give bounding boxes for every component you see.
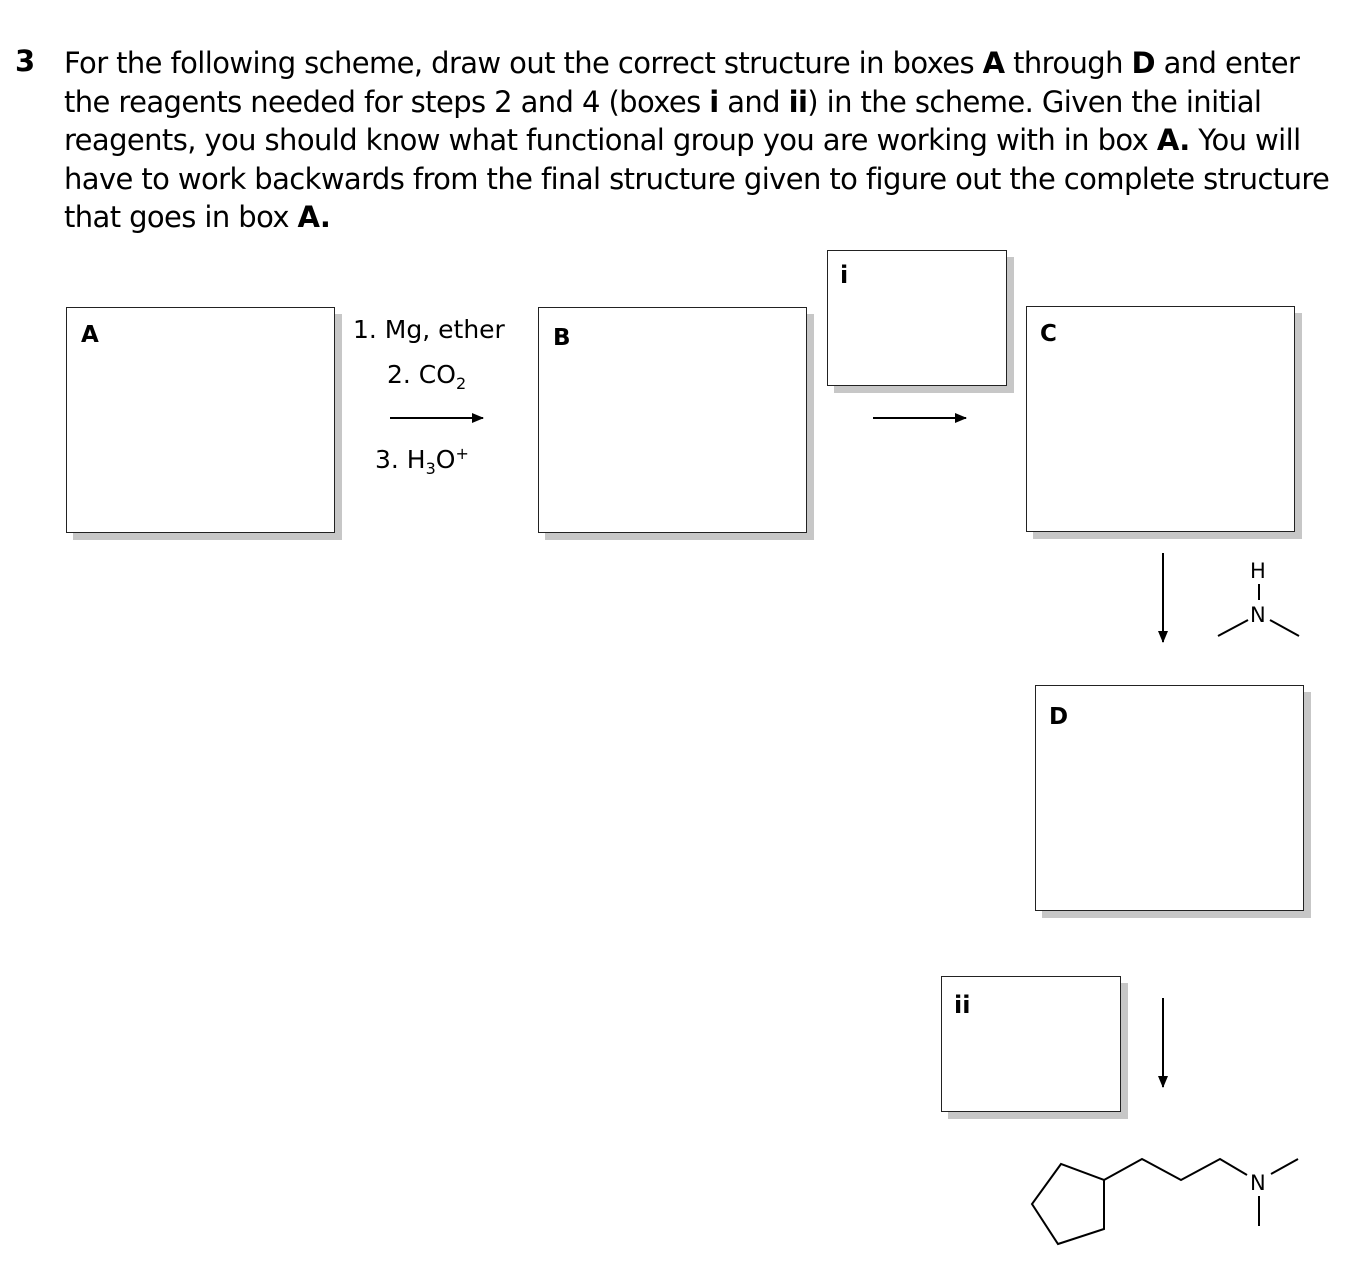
box-b-label: B [553,325,571,351]
box-ii-label: ii [954,991,971,1019]
amine-left-methyl-bond [1218,620,1248,636]
amine-n-atom: N [1250,603,1266,627]
product-n-methyl-bond [1271,1159,1298,1174]
reagent-line-2: 2. $CO_2$ [387,360,467,393]
propyl-chain [1104,1159,1247,1180]
reagent-line-1: 1. Mg, ether [353,315,505,344]
question-text: For the following scheme, draw out the correct structure in boxes A through D and enter the reagents needed for steps 2 and 4 (boxes i and ii) in the scheme. Given the initial reagents, you should know what functional group you are working with in box A. You will have to work backwards from the final structure given to figure out the complete structure that goes in box A. [64,46,1330,234]
question-number: 3 [15,44,36,78]
amine-h-atom: H [1250,559,1266,583]
box-c-label: C [1040,321,1057,347]
box-d-label: D [1049,704,1069,730]
box-a-label: A [81,322,99,348]
amine-right-methyl-bond [1270,620,1299,636]
reagent-line-3: 3. $H_3O^+$ [375,444,469,478]
product-n-atom: N [1250,1171,1266,1195]
box-i-label: i [840,261,849,289]
cyclopentane-ring [1032,1164,1104,1244]
